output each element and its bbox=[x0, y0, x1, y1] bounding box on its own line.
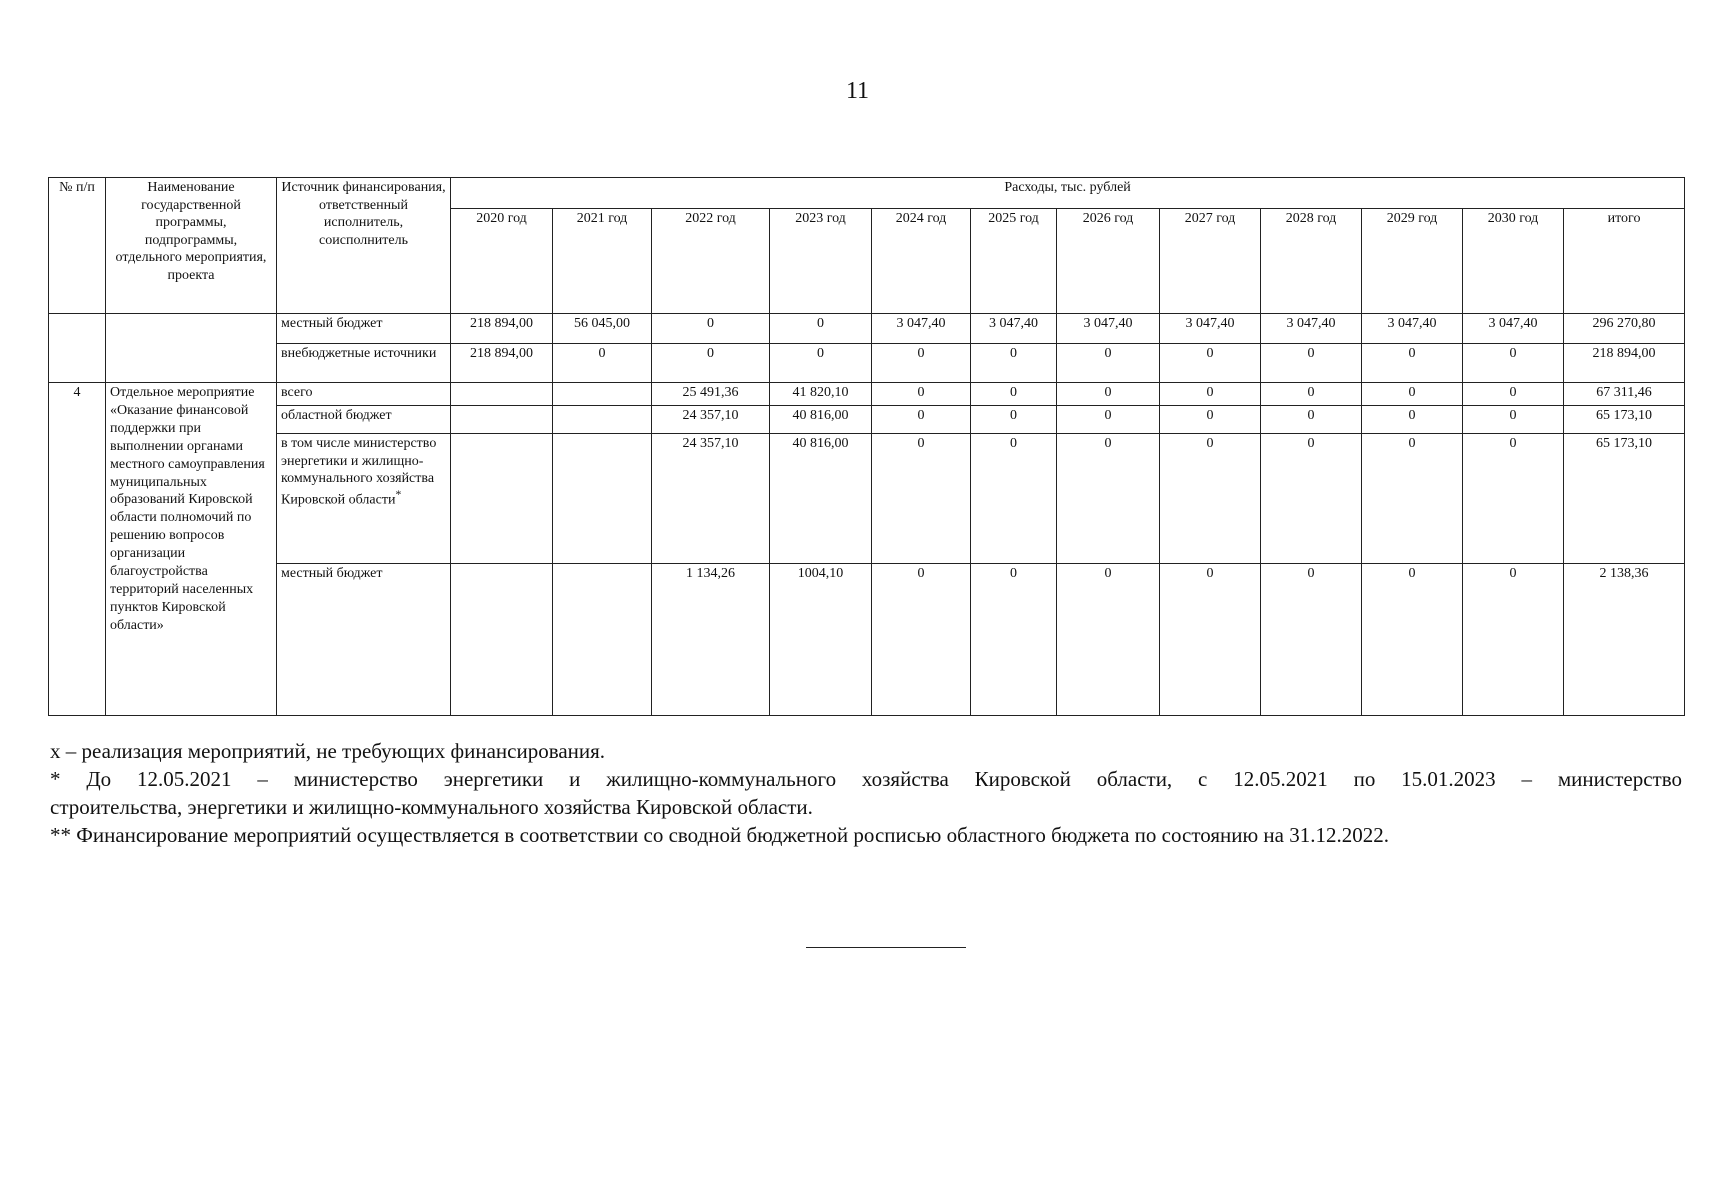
value-cell: 218 894,00 bbox=[451, 344, 553, 383]
table-row bbox=[49, 434, 1685, 564]
header-year: 2024 год bbox=[872, 209, 971, 314]
budget-table bbox=[48, 177, 1685, 716]
header-row-top bbox=[49, 178, 1685, 209]
header-year: 2023 год bbox=[770, 209, 872, 314]
header-total: итого bbox=[1564, 209, 1685, 314]
value-cell: 0 bbox=[652, 314, 770, 344]
value-cell: 3 047,40 bbox=[971, 314, 1057, 344]
value-cell: 0 bbox=[971, 564, 1057, 716]
value-cell: 0 bbox=[1261, 564, 1362, 716]
header-no: № п/п bbox=[49, 178, 106, 314]
value-cell: 3 047,40 bbox=[872, 314, 971, 344]
value-cell: 0 bbox=[1261, 434, 1362, 564]
value-cell: 0 bbox=[1362, 564, 1463, 716]
value-cell: 40 816,00 bbox=[770, 434, 872, 564]
source-cell bbox=[277, 434, 451, 564]
total-cell: 296 270,80 bbox=[1564, 314, 1685, 344]
header-source: Источник финансирования, ответственный исполнитель, соисполнитель bbox=[277, 178, 451, 314]
header-year: 2025 год bbox=[971, 209, 1057, 314]
separator-line bbox=[806, 947, 966, 948]
value-cell: 0 bbox=[1261, 406, 1362, 434]
empty-no-cell bbox=[49, 314, 106, 383]
value-cell: 3 047,40 bbox=[1057, 314, 1160, 344]
value-cell: 0 bbox=[1463, 383, 1564, 406]
value-cell: 0 bbox=[1463, 434, 1564, 564]
value-cell: 41 820,10 bbox=[770, 383, 872, 406]
total-cell: 67 311,46 bbox=[1564, 383, 1685, 406]
source-cell: областной бюджет bbox=[277, 406, 451, 434]
value-cell: 218 894,00 bbox=[451, 314, 553, 344]
header-year: 2028 год bbox=[1261, 209, 1362, 314]
value-cell: 24 357,10 bbox=[652, 434, 770, 564]
value-cell: 0 bbox=[652, 344, 770, 383]
value-cell: 3 047,40 bbox=[1160, 314, 1261, 344]
table-row bbox=[49, 344, 1685, 383]
footnote-star-line2: строительства, энергетики и жилищно-коммунального хозяйства Кировской области. bbox=[50, 795, 813, 819]
value-cell: 0 bbox=[971, 434, 1057, 564]
value-cell: 0 bbox=[1261, 383, 1362, 406]
source-cell: местный бюджет bbox=[277, 314, 451, 344]
value-cell bbox=[451, 406, 553, 434]
header-year: 2026 год bbox=[1057, 209, 1160, 314]
item-name: Отдельное мероприятие «Оказание финансовой поддержки при выполнении органами местного самоуправления муниципальных образований Кировской области полномочий по решению вопросов организации благоустройства территорий населенных пунктов Кировской области» bbox=[106, 383, 277, 716]
value-cell: 0 bbox=[1463, 406, 1564, 434]
value-cell: 0 bbox=[1261, 344, 1362, 383]
value-cell: 0 bbox=[770, 344, 872, 383]
value-cell bbox=[451, 564, 553, 716]
table-row bbox=[49, 564, 1685, 716]
value-cell: 0 bbox=[971, 344, 1057, 383]
footnote-double-star: ** Финансирование мероприятий осуществляется в соответствии со сводной бюджетной росписью областного бюджета по состоянию на 31.12.2022. bbox=[50, 823, 1389, 847]
header-name: Наименование государственной программы, подпрограммы, отдельного мероприятия, проекта bbox=[106, 178, 277, 314]
value-cell: 0 bbox=[971, 383, 1057, 406]
value-cell bbox=[553, 434, 652, 564]
total-cell: 65 173,10 bbox=[1564, 406, 1685, 434]
value-cell: 0 bbox=[1463, 344, 1564, 383]
table-row bbox=[49, 383, 1685, 406]
value-cell: 0 bbox=[770, 314, 872, 344]
value-cell: 3 047,40 bbox=[1261, 314, 1362, 344]
total-cell: 65 173,10 bbox=[1564, 434, 1685, 564]
footnote-mark: * bbox=[395, 487, 402, 501]
header-year: 2020 год bbox=[451, 209, 553, 314]
value-cell: 0 bbox=[1463, 564, 1564, 716]
value-cell: 24 357,10 bbox=[652, 406, 770, 434]
value-cell: 0 bbox=[1362, 406, 1463, 434]
header-year: 2029 год bbox=[1362, 209, 1463, 314]
value-cell: 0 bbox=[1362, 344, 1463, 383]
value-cell: 0 bbox=[1160, 434, 1261, 564]
source-text: в том числе министерство энергетики и жилищно-коммунального хозяйства Кировской области bbox=[281, 436, 437, 508]
item-number: 4 bbox=[49, 383, 106, 716]
footnote-star-line1: * До 12.05.2021 – министерство энергетики и жилищно-коммунального хозяйства Кировской области, с 12.05.2021 по 15.01.2023 – министерство bbox=[50, 767, 1682, 791]
value-cell: 0 bbox=[1057, 564, 1160, 716]
value-cell: 0 bbox=[872, 406, 971, 434]
value-cell bbox=[451, 434, 553, 564]
table-row bbox=[49, 314, 1685, 344]
total-cell: 2 138,36 bbox=[1564, 564, 1685, 716]
value-cell: 0 bbox=[872, 383, 971, 406]
value-cell: 3 047,40 bbox=[1463, 314, 1564, 344]
value-cell: 0 bbox=[1057, 344, 1160, 383]
footnote-x: х – реализация мероприятий, не требующих финансирования. bbox=[50, 739, 606, 763]
table-row bbox=[49, 406, 1685, 434]
value-cell: 40 816,00 bbox=[770, 406, 872, 434]
value-cell: 0 bbox=[1057, 406, 1160, 434]
value-cell bbox=[553, 406, 652, 434]
value-cell: 0 bbox=[1362, 434, 1463, 564]
value-cell: 0 bbox=[1160, 383, 1261, 406]
value-cell bbox=[451, 383, 553, 406]
header-year: 2030 год bbox=[1463, 209, 1564, 314]
value-cell: 0 bbox=[1362, 383, 1463, 406]
source-cell: местный бюджет bbox=[277, 564, 451, 716]
value-cell: 0 bbox=[1160, 564, 1261, 716]
value-cell: 0 bbox=[553, 344, 652, 383]
value-cell: 0 bbox=[1057, 434, 1160, 564]
footnotes bbox=[50, 737, 1682, 849]
value-cell: 1 134,26 bbox=[652, 564, 770, 716]
header-year: 2021 год bbox=[553, 209, 652, 314]
value-cell: 56 045,00 bbox=[553, 314, 652, 344]
value-cell: 0 bbox=[1160, 344, 1261, 383]
total-cell: 218 894,00 bbox=[1564, 344, 1685, 383]
source-cell: всего bbox=[277, 383, 451, 406]
value-cell: 0 bbox=[1057, 383, 1160, 406]
header-expenses: Расходы, тыс. рублей bbox=[451, 178, 1685, 209]
header-year: 2022 год bbox=[652, 209, 770, 314]
value-cell bbox=[553, 383, 652, 406]
value-cell bbox=[553, 564, 652, 716]
value-cell: 0 bbox=[971, 406, 1057, 434]
empty-name-cell bbox=[106, 314, 277, 383]
value-cell: 0 bbox=[1160, 406, 1261, 434]
value-cell: 0 bbox=[872, 434, 971, 564]
value-cell: 1004,10 bbox=[770, 564, 872, 716]
header-year: 2027 год bbox=[1160, 209, 1261, 314]
value-cell: 3 047,40 bbox=[1362, 314, 1463, 344]
value-cell: 0 bbox=[872, 344, 971, 383]
value-cell: 25 491,36 bbox=[652, 383, 770, 406]
page-number: 11 bbox=[845, 78, 870, 104]
value-cell: 0 bbox=[872, 564, 971, 716]
source-cell: внебюджетные источники bbox=[277, 344, 451, 383]
